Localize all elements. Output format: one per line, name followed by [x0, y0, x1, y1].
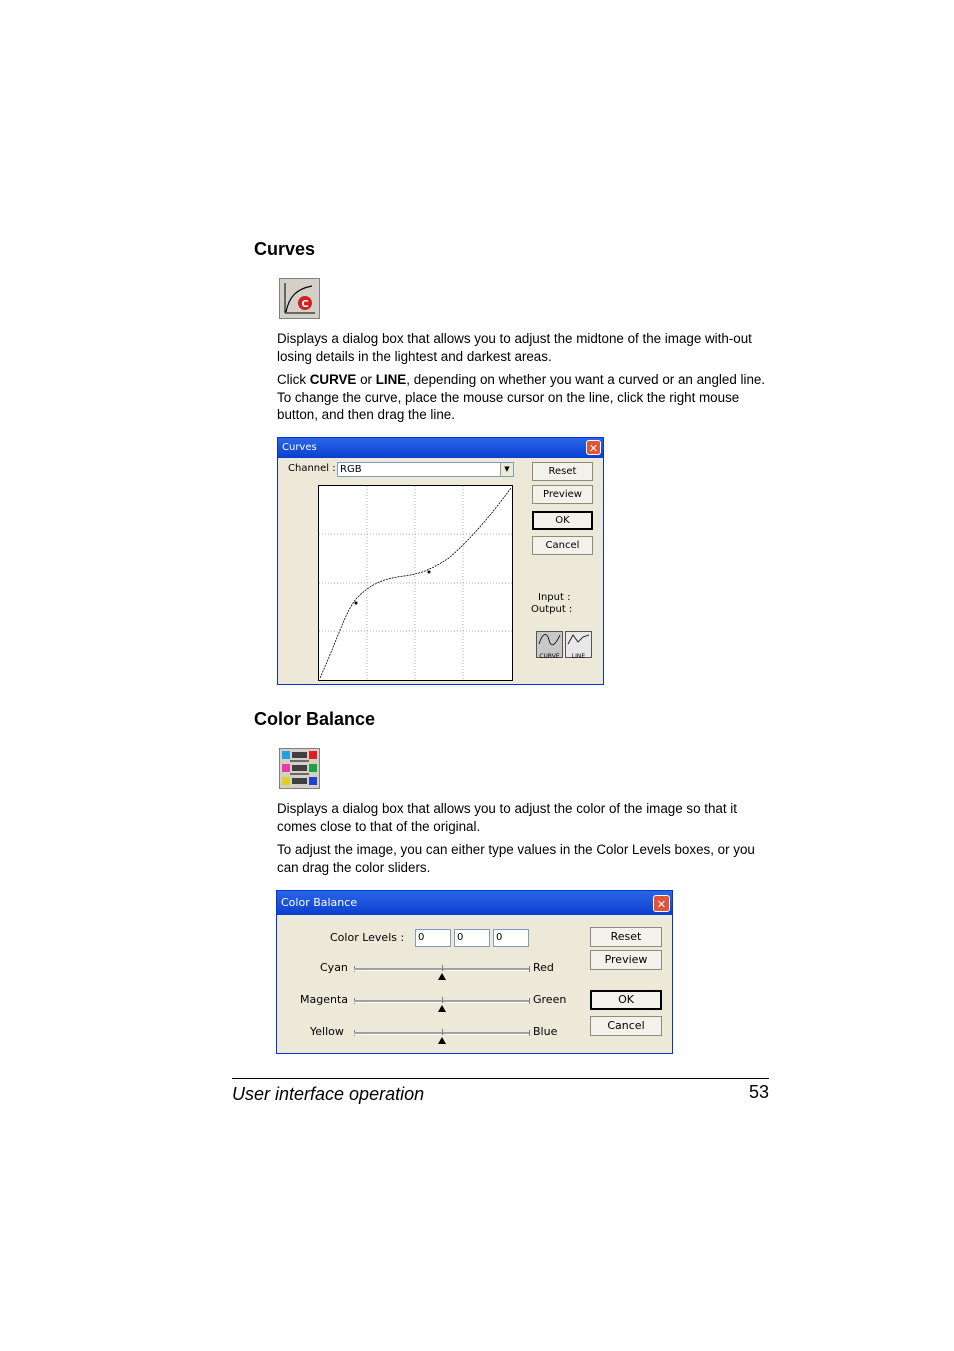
color-level-field-2[interactable]: 0 — [454, 929, 490, 947]
color-balance-dialog-title: Color Balance — [277, 891, 672, 915]
curves-tool-icon — [279, 278, 320, 319]
curve-point — [355, 602, 358, 605]
magenta-label: Magenta — [300, 993, 349, 1006]
cyan-red-slider-thumb[interactable] — [438, 973, 446, 980]
curves-heading: Curves — [254, 239, 316, 259]
close-icon[interactable]: ✕ — [653, 895, 670, 912]
color-level-field-3[interactable]: 0 — [493, 929, 529, 947]
cyan-label: Cyan — [320, 961, 348, 974]
line-mode-button[interactable] — [565, 631, 592, 658]
curve-point — [428, 571, 431, 574]
yellow-label: Yellow — [310, 1025, 344, 1038]
line-zigzag-icon — [566, 632, 591, 648]
preview-button[interactable]: Preview — [532, 485, 593, 504]
curve-graph[interactable] — [318, 485, 513, 681]
curve-wave-icon — [537, 632, 562, 648]
chevron-down-icon[interactable]: ▼ — [500, 463, 513, 476]
curve-mode-label: CURVE — [539, 653, 560, 660]
color-balance-tool-icon — [279, 748, 320, 789]
magenta-green-slider[interactable] — [354, 995, 530, 1013]
curve-mode-button[interactable] — [536, 631, 563, 658]
curves-dialog-title: Curves — [278, 438, 603, 458]
curves-instructions: Click CURVE or LINE, depending on whether you want a curved or an angled line. To change the curve, place the mouse cursor on the line, click the right mouse button, and then drag the line. — [277, 372, 766, 422]
yellow-blue-slider-thumb[interactable] — [438, 1037, 446, 1044]
channel-label: Channel : — [288, 463, 336, 474]
output-label: Output : — [531, 604, 573, 615]
footer-rule — [232, 1078, 769, 1079]
channel-value: RGB — [340, 464, 362, 475]
green-label: Green — [533, 993, 567, 1006]
ok-button[interactable]: OK — [532, 511, 593, 530]
cancel-button[interactable]: Cancel — [532, 536, 593, 555]
reset-button[interactable]: Reset — [532, 462, 593, 481]
reset-button[interactable]: Reset — [590, 927, 662, 947]
line-mode-label: LINE — [571, 653, 586, 660]
curves-description: Displays a dialog box that allows you to adjust the midtone of the image with-out losing details in the lightest and darkest areas. — [277, 331, 752, 364]
magenta-green-slider-thumb[interactable] — [438, 1005, 446, 1012]
color-balance-dialog — [276, 890, 673, 1054]
color-balance-heading: Color Balance — [254, 709, 376, 729]
page-number: 53 — [748, 1082, 769, 1102]
color-balance-description: Displays a dialog box that allows you to adjust the color of the image so that it comes close to that of the original. — [277, 801, 738, 834]
input-label: Input : — [538, 592, 571, 603]
svg-text:C: C — [301, 299, 309, 310]
cyan-red-slider[interactable] — [354, 963, 530, 981]
cancel-button[interactable]: Cancel — [590, 1016, 662, 1036]
red-label: Red — [533, 961, 554, 974]
yellow-blue-slider[interactable] — [354, 1027, 530, 1045]
preview-button[interactable]: Preview — [590, 950, 662, 970]
color-levels-label: Color Levels : — [330, 931, 405, 944]
curves-dialog — [277, 437, 604, 685]
close-icon[interactable]: ✕ — [586, 440, 601, 455]
channel-select[interactable] — [337, 462, 514, 477]
blue-label: Blue — [533, 1025, 558, 1038]
color-level-field-1[interactable]: 0 — [415, 929, 451, 947]
ok-button[interactable]: OK — [590, 990, 662, 1010]
color-balance-instructions: To adjust the image, you can either type values in the Color Levels boxes, or you can drag the color sliders. — [277, 842, 755, 875]
footer-section-title: User interface operation — [232, 1084, 425, 1104]
